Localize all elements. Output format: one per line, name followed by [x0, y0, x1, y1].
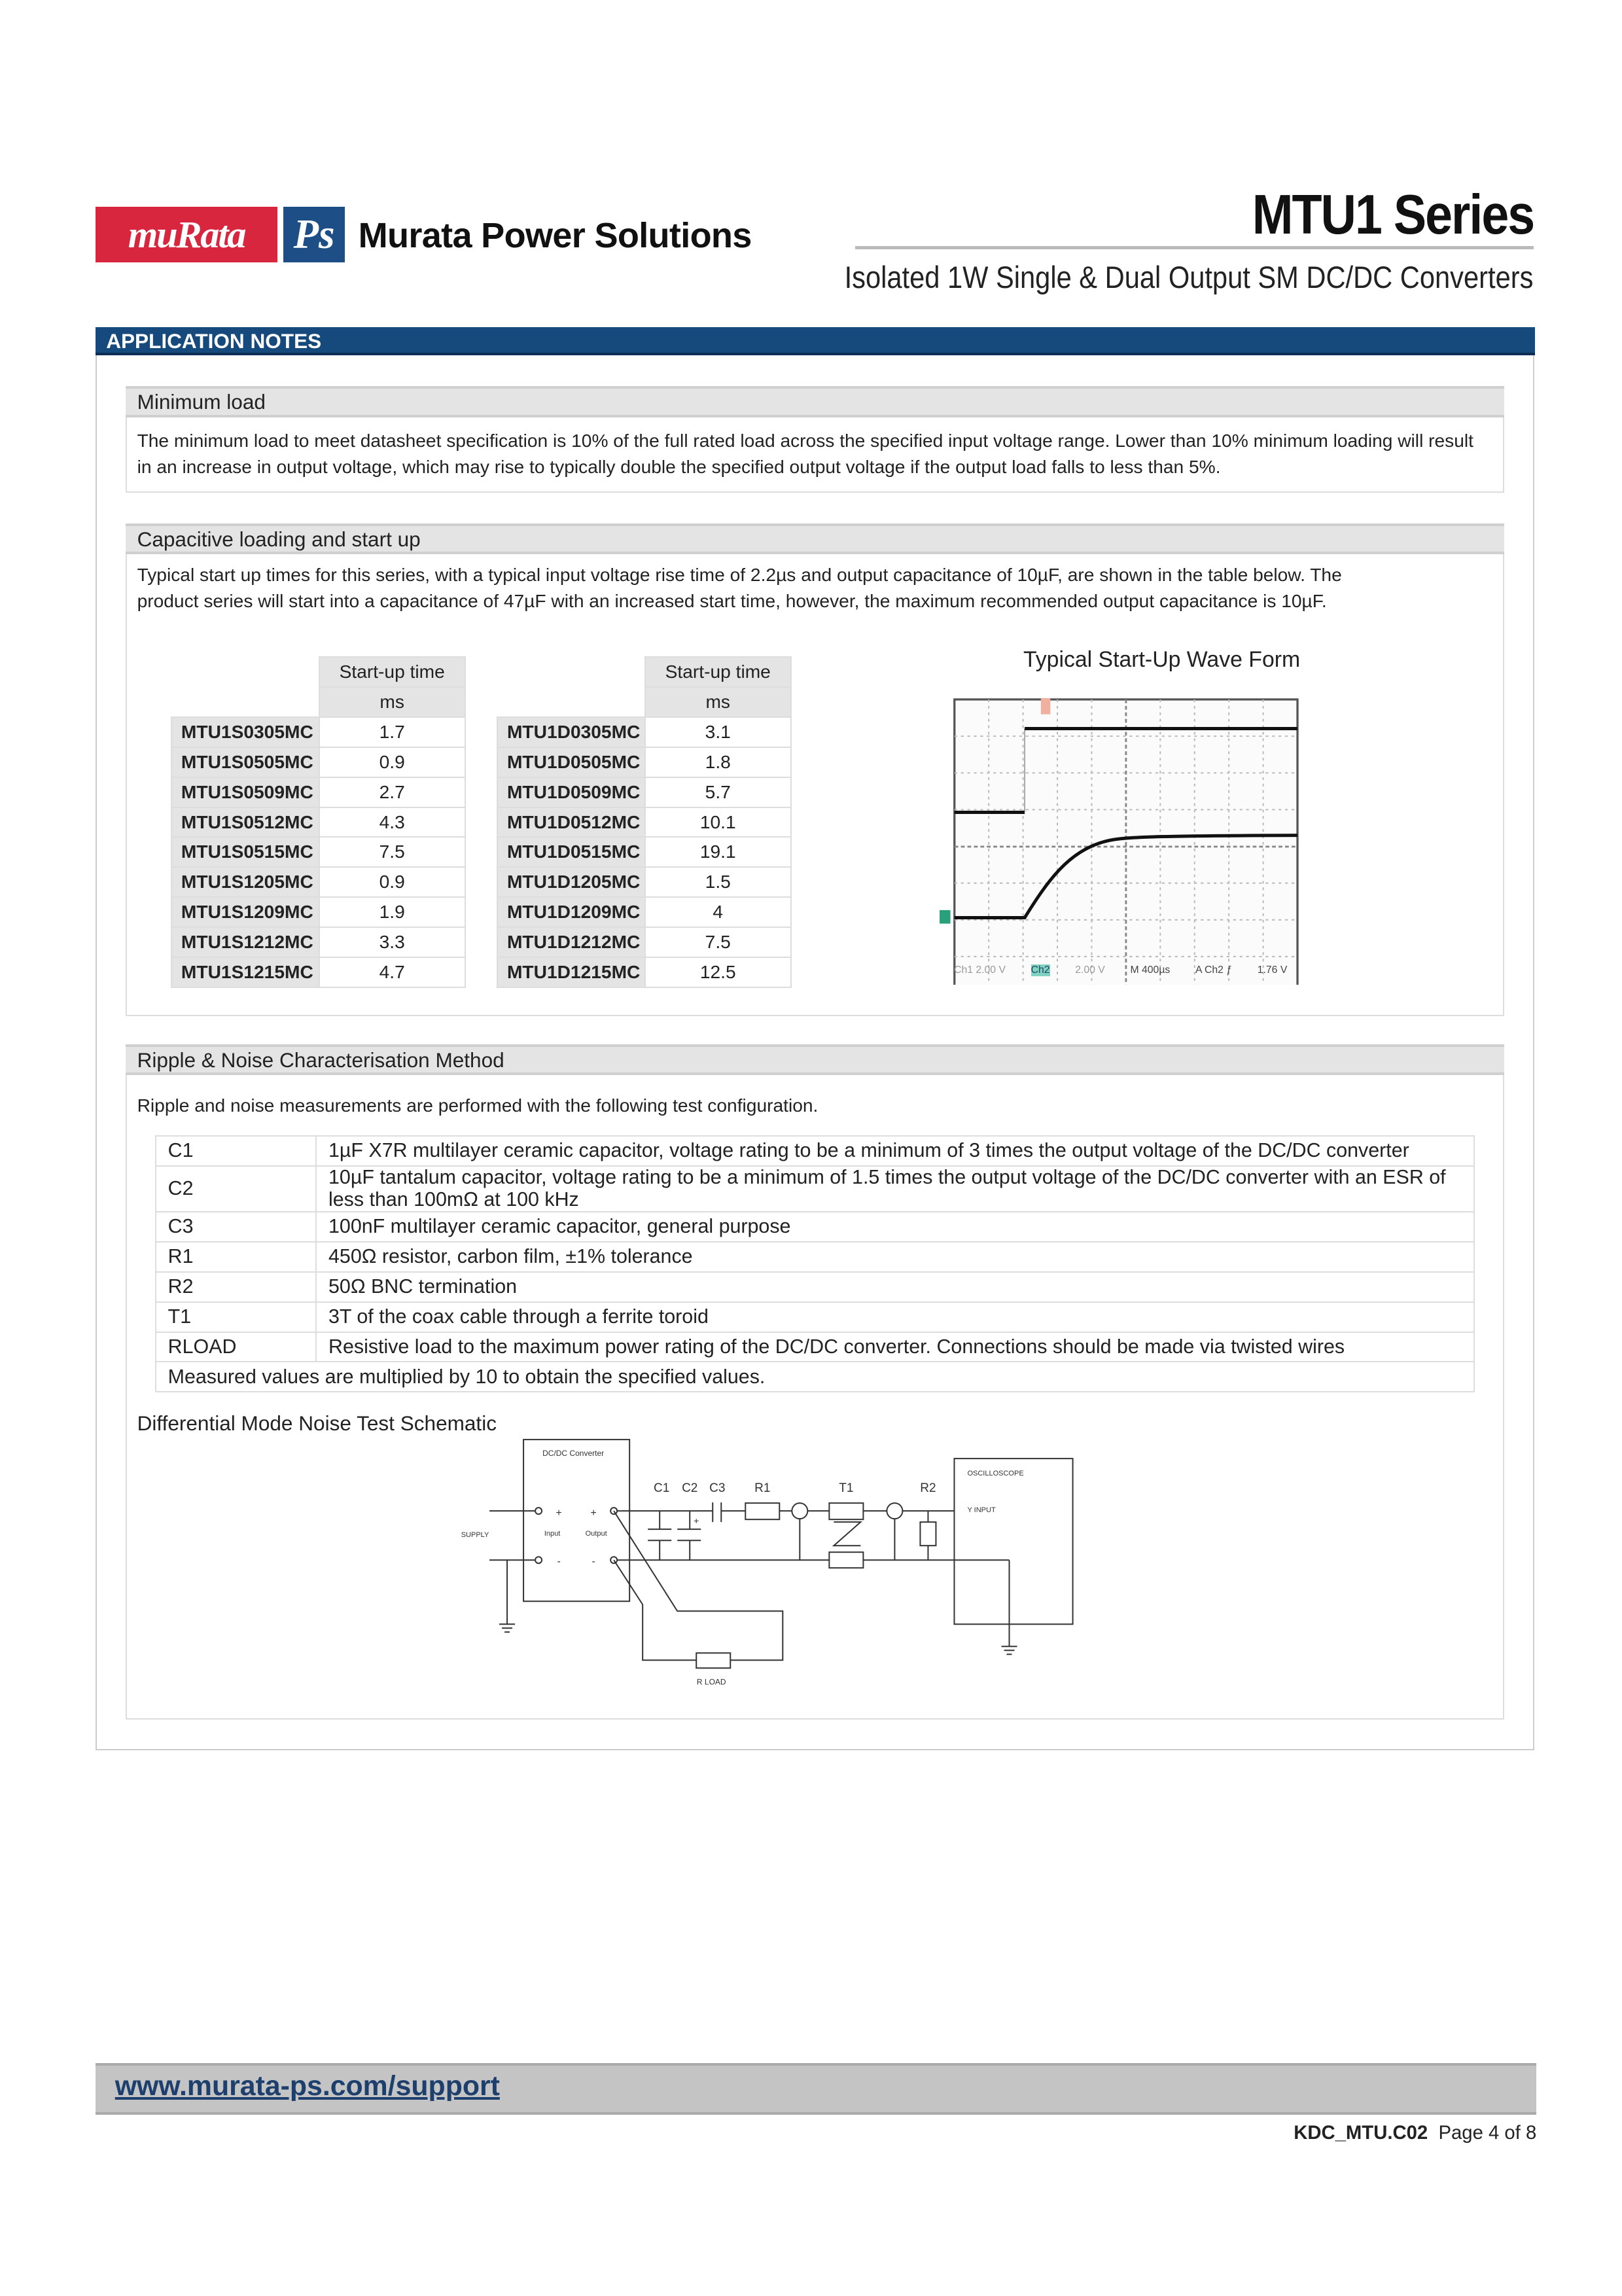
startup-time: 19.1 [645, 837, 791, 867]
ch2-label: Ch2 [1031, 964, 1050, 976]
c1-label: C1 [653, 1481, 669, 1496]
component-description: 10µF tantalum capacitor, voltage rating to be a minimum of 1.5 times the output voltage of the DC/DC converter with an ESR of less than 100mΩ at 100 kHz [316, 1166, 1474, 1212]
component-id: T1 [156, 1302, 316, 1332]
header-divider [855, 246, 1534, 249]
model-number: MTU1D0509MC [497, 777, 644, 807]
component-description: 100nF multilayer ceramic capacitor, general purpose [316, 1212, 1474, 1242]
model-number: MTU1D1205MC [497, 867, 644, 897]
startup-row [171, 897, 465, 927]
model-number: MTU1D1212MC [497, 927, 644, 957]
c3-label: C3 [709, 1481, 725, 1496]
col-unit: ms [645, 687, 791, 717]
startup-time: 5.7 [645, 777, 791, 807]
oscilloscope-box [954, 1458, 1072, 1624]
startup-row [497, 837, 790, 867]
startup-row [497, 777, 790, 807]
col-header: Start-up time [645, 657, 791, 687]
model-number: MTU1S1205MC [171, 867, 319, 897]
output-label: Output [585, 1530, 607, 1538]
r1-symbol [745, 1503, 779, 1519]
ps-logo: Ps [283, 207, 345, 263]
component-row [156, 1166, 1474, 1212]
startup-time: 1.9 [319, 897, 465, 927]
input-plus: + [555, 1508, 562, 1519]
timebase: M 400µs [1130, 964, 1171, 976]
c2-polarity: + [693, 1515, 699, 1527]
page-title: MTU1 Series [1252, 183, 1534, 247]
startup-time: 3.1 [645, 717, 791, 747]
startup-row [497, 927, 790, 957]
r2-label: R2 [919, 1481, 936, 1496]
input-minus: - [557, 1556, 561, 1568]
model-number: MTU1S1212MC [171, 927, 319, 957]
startup-row [171, 777, 465, 807]
startup-table-dual [497, 656, 791, 988]
component-row [156, 1242, 1474, 1272]
output-minus: - [591, 1556, 595, 1568]
startup-waveform [938, 696, 1306, 985]
trigger-level: 1.76 V [1257, 964, 1288, 976]
component-table [155, 1135, 1475, 1392]
minimum-load-text: The minimum load to meet datasheet specification is 10% of the full rated load across the specified input voltage range. Lower than 10% minimum loading will result in an increase in output voltage, which may rise to typically double the specified output voltage if the output load falls to less than 5%. [137, 430, 1473, 478]
schematic-title: Differential Mode Noise Test Schematic [137, 1411, 497, 1435]
component-id: C3 [156, 1212, 316, 1242]
model-number: MTU1D0305MC [497, 717, 644, 747]
rload-label: R LOAD [696, 1677, 726, 1687]
output-plus: + [590, 1508, 597, 1519]
component-id: R1 [156, 1242, 316, 1272]
input-label: Input [544, 1530, 560, 1538]
page-subtitle: Isolated 1W Single & Dual Output SM DC/DC Converters [844, 260, 1534, 295]
component-row [156, 1302, 1474, 1332]
col-unit: ms [319, 687, 465, 717]
model-number: MTU1S1209MC [171, 897, 319, 927]
converter-label: DC/DC Converter [542, 1449, 604, 1458]
startup-row [171, 717, 465, 747]
startup-time: 4 [645, 897, 791, 927]
model-number: MTU1S1215MC [171, 957, 319, 987]
page-number [1294, 2122, 1536, 2144]
component-description: 50Ω BNC termination [316, 1272, 1474, 1302]
note-row [156, 1362, 1474, 1392]
ripple-intro: Ripple and noise measurements are performed with the following test configuration. [137, 1095, 819, 1116]
startup-row [497, 957, 790, 987]
startup-row [171, 867, 465, 897]
ch2-marker [940, 910, 951, 924]
component-row [156, 1332, 1474, 1362]
section-bar: APPLICATION NOTES [96, 327, 1535, 355]
startup-time: 10.1 [645, 807, 791, 838]
startup-time: 4.7 [319, 957, 465, 987]
startup-time: 0.9 [319, 747, 465, 777]
model-number: MTU1D0512MC [497, 807, 644, 838]
startup-time: 2.7 [319, 777, 465, 807]
startup-row [171, 747, 465, 777]
scope-readout [954, 964, 1287, 976]
capacitive-text: Typical start up times for this series, with a typical input voltage rise time of 2.2µs and output capacitance of 10µF, are shown in the table below. The product series will start into a capacitance of 47µF with an increased start time, however, the maximum recommended output capacitance is 10µF. [137, 564, 1342, 612]
model-number: MTU1S0505MC [171, 747, 319, 777]
model-number: MTU1D0515MC [497, 837, 644, 867]
startup-time: 1.8 [645, 747, 791, 777]
startup-row [497, 717, 790, 747]
dcdc-converter-box [523, 1439, 629, 1601]
measurement-note: Measured values are multiplied by 10 to obtain the specified values. [156, 1362, 1474, 1392]
component-id: R2 [156, 1272, 316, 1302]
startup-row [171, 807, 465, 838]
ch1-scale: Ch1 2.00 V [954, 964, 1006, 976]
startup-row [171, 837, 465, 867]
startup-time: 3.3 [319, 927, 465, 957]
trigger-marker [1041, 698, 1050, 715]
component-description: 3T of the coax cable through a ferrite toroid [316, 1302, 1474, 1332]
component-row [156, 1272, 1474, 1302]
page-of: Page 4 of 8 [1438, 2121, 1537, 2144]
t1-label: T1 [838, 1481, 854, 1496]
startup-time: 0.9 [319, 867, 465, 897]
murata-logo: muRata [96, 207, 277, 263]
supply-label: SUPPLY [461, 1531, 489, 1540]
startup-row [497, 807, 790, 838]
model-number: MTU1D1209MC [497, 897, 644, 927]
model-number: MTU1S0515MC [171, 837, 319, 867]
component-description: 450Ω resistor, carbon film, ±1% tolerance [316, 1242, 1474, 1272]
waveform-title: Typical Start-Up Wave Form [1023, 647, 1301, 673]
minimum-load-heading: Minimum load [126, 386, 1504, 417]
model-number: MTU1D1215MC [497, 957, 644, 987]
startup-time: 1.7 [319, 717, 465, 747]
brand-name: Murata Power Solutions [358, 216, 752, 256]
component-description: 1µF X7R multilayer ceramic capacitor, voltage rating to be a minimum of 3 times the output voltage of the DC/DC converter [316, 1136, 1474, 1166]
noise-test-schematic [446, 1426, 1101, 1707]
ripple-heading: Ripple & Noise Characterisation Method [126, 1044, 1504, 1075]
startup-table-single [171, 656, 465, 988]
col-header: Start-up time [319, 657, 465, 687]
ch2-scale: 2.00 V [1075, 964, 1105, 976]
capacitive-heading: Capacitive loading and start up [126, 523, 1504, 554]
startup-row [171, 927, 465, 957]
model-number: MTU1S0509MC [171, 777, 319, 807]
startup-row [497, 867, 790, 897]
startup-time: 7.5 [319, 837, 465, 867]
component-description: Resistive load to the maximum power rating of the DC/DC converter. Connections should be made via twisted wires [316, 1332, 1474, 1362]
component-row [156, 1212, 1474, 1242]
startup-time: 4.3 [319, 807, 465, 838]
model-number: MTU1S0512MC [171, 807, 319, 838]
startup-time: 7.5 [645, 927, 791, 957]
startup-row [497, 897, 790, 927]
component-id: C1 [156, 1136, 316, 1166]
startup-time: 1.5 [645, 867, 791, 897]
c2-label: C2 [681, 1481, 697, 1496]
t1-symbol [829, 1503, 863, 1519]
component-id: RLOAD [156, 1332, 316, 1362]
rload-symbol [696, 1653, 730, 1669]
startup-row [171, 957, 465, 987]
model-number: MTU1S0305MC [171, 717, 319, 747]
component-row [156, 1136, 1474, 1166]
trigger-source: A Ch2 ƒ [1195, 964, 1233, 976]
component-id: C2 [156, 1166, 316, 1212]
support-link[interactable]: www.murata-ps.com/support [115, 2070, 500, 2102]
model-number: MTU1D0505MC [497, 747, 644, 777]
oscilloscope-label: OSCILLOSCOPE [967, 1470, 1024, 1478]
startup-time: 12.5 [645, 957, 791, 987]
r1-label: R1 [754, 1481, 771, 1496]
doc-code: KDC_MTU.C02 [1294, 2121, 1428, 2144]
startup-row [497, 747, 790, 777]
y-input-label: Y INPUT [967, 1506, 996, 1515]
